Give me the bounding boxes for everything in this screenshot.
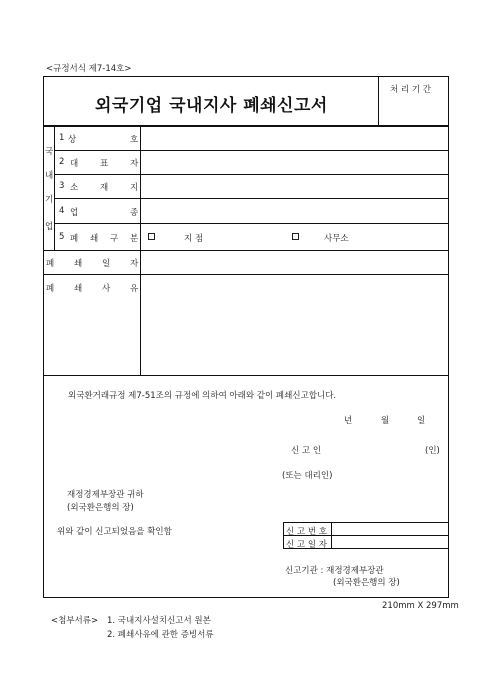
closure-date-value[interactable] [146,256,441,270]
domestic-label-char-4: 업 [45,222,54,232]
closure-reason-label-char-1: 폐 [46,284,55,294]
report-info-vertical-divider [331,522,332,549]
field-5-label-char-4: 분 [130,234,139,244]
office-checkbox[interactable] [292,232,299,242]
seal-label: (인) [425,446,440,456]
row-divider-2 [54,174,449,175]
closure-reason-label-char-2: 쇄 [74,284,83,294]
field-3-value[interactable] [146,181,441,194]
processing-period-label: 처 리 기 간 [390,85,431,95]
month-label: 월 [381,416,390,426]
field-1-label-char-2: 호 [130,135,139,145]
field-3-label-char-2: 재 [100,183,109,193]
agent-label: (또는 대리인) [282,471,333,481]
field-4-label-char-1: 업 [70,208,79,218]
report-date-label: 신 고 일 자 [286,540,327,550]
field-1-number: 1 [59,133,65,143]
attachments-label: <첨부서류> [51,616,99,626]
field-5-value [146,232,147,233]
field-2-number: 2 [59,157,65,167]
title-divider [378,76,379,126]
form-title: 외국기업 국내지사 폐쇄신고서 [95,96,328,116]
field-2-label-char-1: 대 [70,159,79,169]
office-option-label: 사무소 [324,234,349,244]
year-label: 년 [344,416,353,426]
section-left-divider [54,126,55,250]
attachment-2: 2. 폐쇄사유에 관한 증빙서류 [107,630,214,640]
field-5-number: 5 [59,232,65,242]
recipient-line-1: 재정경제부장관 귀하 [67,490,144,500]
field-5-label-char-3: 구 [110,234,119,244]
paper-size: 210mm X 297mm [382,601,459,611]
day-label: 일 [417,416,426,426]
field-3-number: 3 [59,181,65,191]
field-4-number: 4 [59,206,65,216]
row-divider-3 [54,198,449,199]
field-1-value[interactable] [146,133,441,146]
domestic-label-char-2: 내 [45,171,54,181]
field-1-label-char-1: 상 [68,135,77,145]
declarant-label: 신 고 인 [291,446,322,456]
report-number-label: 신 고 번 호 [286,527,327,537]
row-divider-6 [43,274,449,275]
closure-date-label-char-2: 쇄 [74,259,83,269]
field-2-label-char-2: 표 [100,159,109,169]
branch-option-label: 지 점 [184,234,204,244]
branch-checkbox[interactable] [148,232,155,242]
row-divider-1 [54,150,449,151]
reason-bottom-divider [43,375,449,376]
field-3-label-char-3: 지 [130,183,139,193]
recipient-line-2: (외국환은행의 장) [67,503,134,513]
report-agency-line-2: (외국환은행의 장) [333,578,400,588]
field-2-label-char-3: 자 [130,159,139,169]
field-4-label-char-2: 종 [130,208,139,218]
report-agency-line-1: 신고기관 : 재정경제부장관 [285,566,384,576]
field-2-value[interactable] [146,157,441,170]
field-5-label-char-2: 쇄 [90,234,99,244]
closure-date-label-char-1: 폐 [46,259,55,269]
domestic-label-char-3: 기 [45,195,54,205]
confirmation-text: 위와 같이 신고되었음을 확인함 [57,527,172,537]
field-3-label-char-1: 소 [70,183,79,193]
closure-date-label-char-3: 일 [102,259,111,269]
closure-reason-value[interactable] [146,281,441,369]
field-5-label-char-1: 폐 [70,234,79,244]
domestic-label-char-1: 국 [45,147,54,157]
title-bottom-border [43,125,449,127]
attachment-1: 1. 국내지사설치신고서 원본 [107,616,211,626]
declaration-text: 외국환거래규정 제7-51조의 규정에 의하여 아래와 같이 폐쇄신고합니다. [68,391,337,401]
row-divider-5 [43,250,449,251]
closure-reason-label-char-3: 사 [102,284,111,294]
row-divider-4 [54,223,449,224]
closure-reason-label-char-4: 유 [130,284,139,294]
field-4-value[interactable] [146,206,441,219]
closure-date-label-char-4: 자 [130,259,139,269]
form-code: <규정서식 제7-14호> [46,64,132,74]
